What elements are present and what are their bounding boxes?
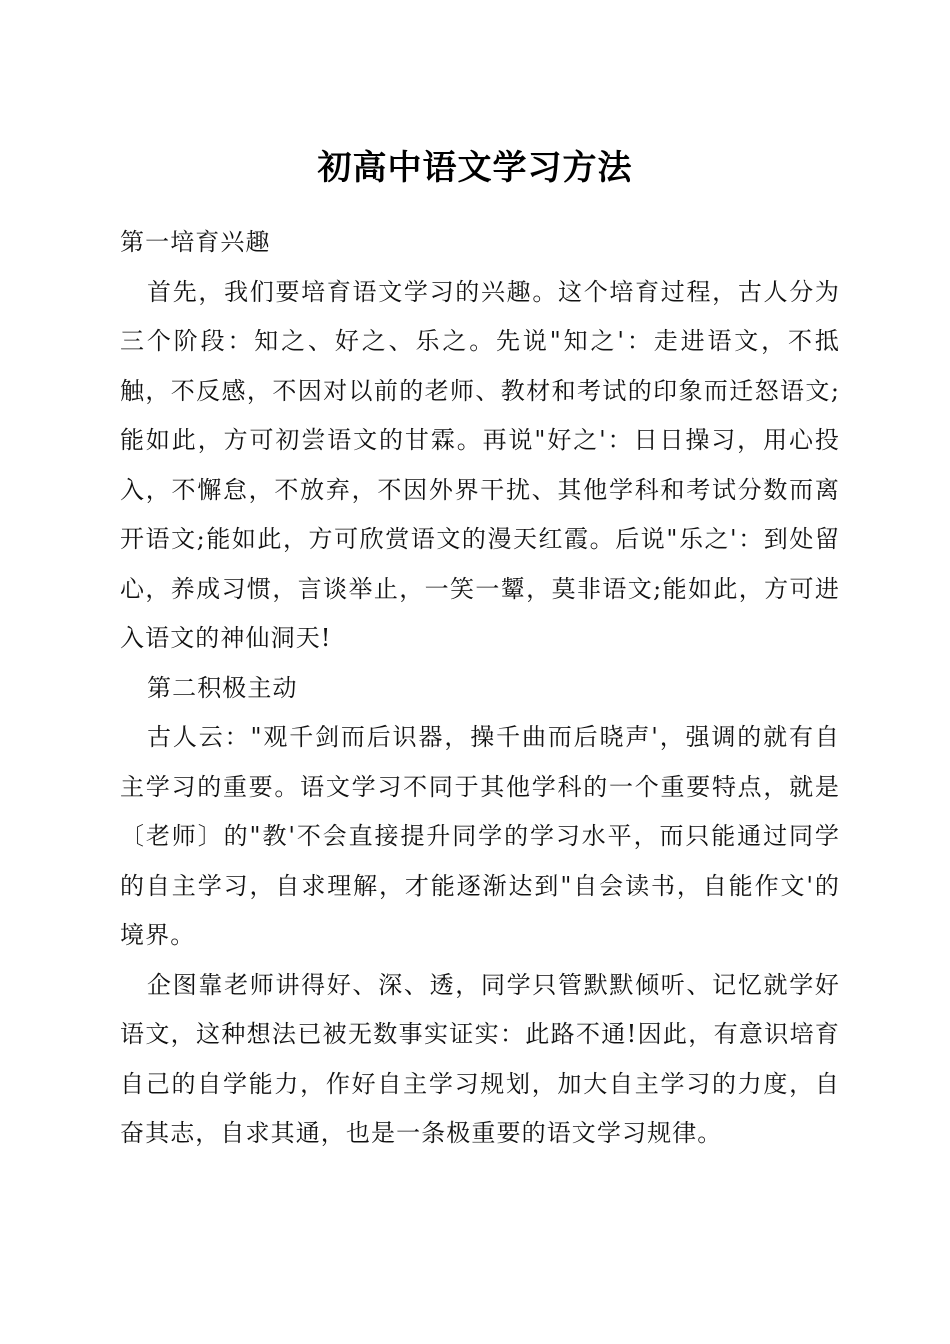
document-title: 初高中语文学习方法: [317, 148, 633, 188]
document-body: [120, 218, 840, 1159]
paragraph-self-study-rule: 企图靠老师讲得好、深、透，同学只管默默倾听、记忆就学好语文，这种想法已被无数事实证实：此路不通!因此，有意识培育自己的自学能力，作好自主学习规划，加大自主学习的力度，自奋其志，自求其通，也是一条极重要的语文学习规律。: [120, 970, 840, 1147]
section-heading-1: 第一培育兴趣: [120, 228, 271, 256]
section-heading-2: 第二积极主动: [147, 673, 298, 702]
paragraph-active-learning: 古人云："观千剑而后识器，操千曲而后晓声'，强调的就有自主学习的重要。语文学习不同于其他学科的一个重要特点，就是〔老师〕的"教'不会直接提升同学的学习水平，而只能通过同学的自主学习，自求理解，才能逐渐达到"自会读书，自能作文'的境界。: [120, 723, 840, 949]
paragraph-cultivate-interest: 首先，我们要培育语文学习的兴趣。这个培育过程，古人分为三个阶段：知之、好之、乐之。先说"知之'：走进语文，不抵触，不反感，不因对以前的老师、教材和考试的印象而迁怒语文;能如此，方可初尝语文的甘霖。再说"好之'：日日操习，用心投入，不懈怠，不放弃，不因外界干扰、其他学科和考试分数而离开语文;能如此，方可欣赏语文的漫天红霞。后说"乐之'：到处留心，养成习惯，言谈举止，一笑一颦，莫非语文;能如此，方可进入语文的神仙洞天!: [120, 277, 840, 652]
